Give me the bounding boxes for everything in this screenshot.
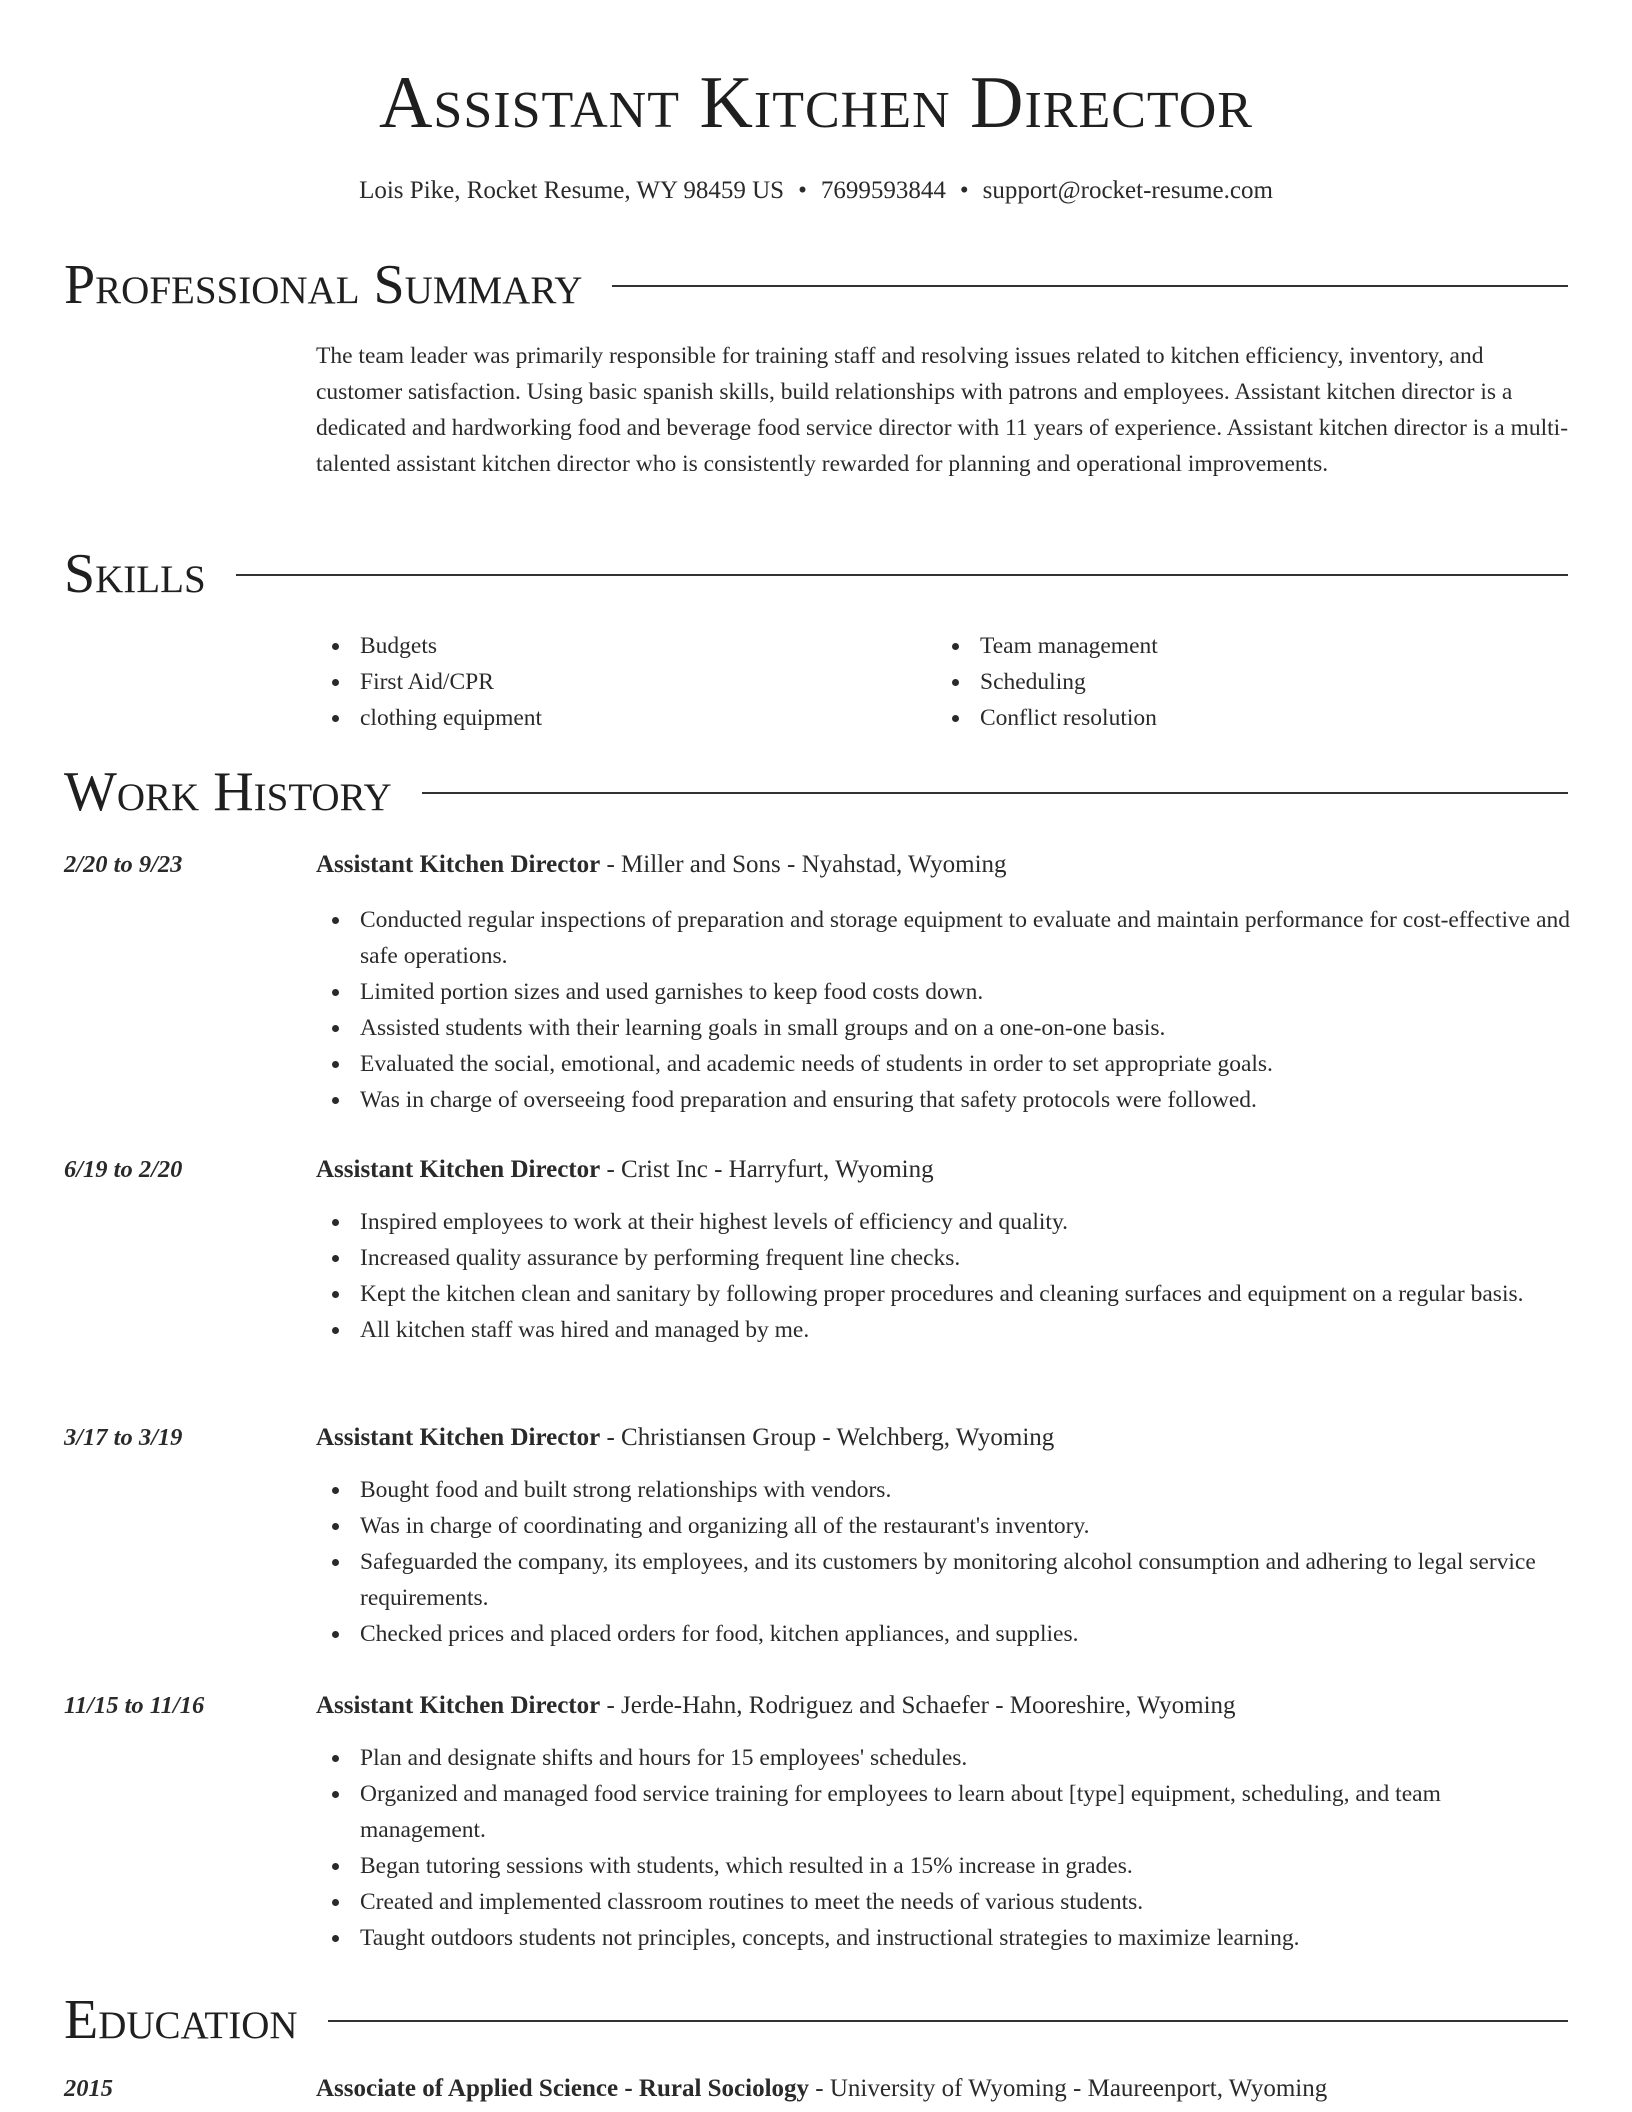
contact-address: Lois Pike, Rocket Resume, WY 98459 US (359, 177, 785, 204)
duty-item: Taught outdoors students not principles, concepts, and instructional strategies to maximize learning. (316, 1920, 1572, 1956)
job-employer-location: - Christiansen Group - Welchberg, Wyoming (600, 1424, 1055, 1451)
skill-item: Budgets (316, 628, 936, 664)
job-employer-location: - Miller and Sons - Nyahstad, Wyoming (600, 851, 1007, 878)
skill-item: clothing equipment (316, 700, 936, 736)
duty-item: Increased quality assurance by performing frequent line checks. (316, 1240, 1572, 1276)
job-title: Assistant Kitchen Director (316, 1424, 601, 1451)
skill-item: Scheduling (936, 664, 1556, 700)
duty-item: Was in charge of coordinating and organizing all of the restaurant's inventory. (316, 1508, 1572, 1544)
job-header (316, 1420, 1572, 1456)
duty-item: Created and implemented classroom routines to meet the needs of various students. (316, 1884, 1572, 1920)
section-header-education (64, 1987, 1568, 2053)
job-title: Assistant Kitchen Director (316, 1692, 601, 1719)
skills-list (316, 628, 1572, 736)
job-dates: 6/19 to 2/20 (64, 1156, 183, 1183)
duty-item: Bought food and built strong relationships with vendors. (316, 1472, 1572, 1508)
duty-item: Assisted students with their learning goals in small groups and on a one-on-one basis. (316, 1010, 1572, 1046)
section-header-work-history (64, 759, 1568, 825)
job-employer-location: - Crist Inc - Harryfurt, Wyoming (600, 1156, 934, 1183)
skill-item: Conflict resolution (936, 700, 1556, 736)
job-header (316, 1152, 1572, 1188)
duty-item: Checked prices and placed orders for food, kitchen appliances, and supplies. (316, 1616, 1572, 1652)
section-divider (612, 285, 1568, 287)
section-title: Professional Summary (64, 254, 583, 316)
job-dates: 2/20 to 9/23 (64, 851, 183, 878)
education-school-location: - University of Wyoming - Maureenport, Wyoming (809, 2075, 1328, 2102)
contact-email: support@rocket-resume.com (982, 177, 1273, 204)
contact-phone: 7699593844 (820, 177, 946, 204)
contact-separator: • (959, 177, 969, 204)
job-title: Assistant Kitchen Director (316, 1156, 601, 1183)
section-divider (422, 792, 1568, 794)
section-divider (236, 574, 1568, 576)
duty-item: Was in charge of overseeing food preparation and ensuring that safety protocols were followed. (316, 1082, 1572, 1118)
job-duties (316, 1740, 1572, 1956)
section-header-summary (64, 252, 1568, 318)
education-year: 2015 (64, 2075, 113, 2102)
job-duties (316, 1204, 1572, 1348)
skills-column-left (316, 628, 936, 736)
duty-item: Inspired employees to work at their highest levels of efficiency and quality. (316, 1204, 1572, 1240)
duty-item: All kitchen staff was hired and managed by me. (316, 1312, 1572, 1348)
job-dates: 11/15 to 11/16 (64, 1692, 205, 1719)
education-degree: Associate of Applied Science - Rural Sociology (316, 2075, 810, 2102)
section-title: Education (64, 1989, 298, 2051)
education-entry (316, 2071, 1572, 2107)
job-duties (316, 1472, 1572, 1652)
duty-item: Conducted regular inspections of preparation and storage equipment to evaluate and maintain performance for cost-effective and safe operations. (316, 902, 1572, 974)
contact-separator: • (798, 177, 807, 204)
duty-item: Safeguarded the company, its employees, and its customers by monitoring alcohol consumption and adhering to legal service requirements. (316, 1544, 1572, 1616)
section-title: Work History (64, 761, 392, 823)
skills-column-right (936, 628, 1556, 736)
duty-item: Limited portion sizes and used garnishes to keep food costs down. (316, 974, 1572, 1010)
job-header (316, 1688, 1572, 1724)
skill-item: Team management (936, 628, 1556, 664)
contact-line (0, 174, 1632, 208)
duty-item: Evaluated the social, emotional, and academic needs of students in order to set appropriate goals. (316, 1046, 1572, 1082)
document-title: Assistant Kitchen Director (378, 62, 1253, 144)
job-title: Assistant Kitchen Director (316, 851, 601, 878)
section-title: Skills (64, 543, 206, 605)
duty-item: Kept the kitchen clean and sanitary by following proper procedures and cleaning surfaces and equipment on a regular basis. (316, 1276, 1572, 1312)
job-dates: 3/17 to 3/19 (64, 1424, 183, 1451)
job-header (316, 847, 1572, 883)
duty-item: Began tutoring sessions with students, which resulted in a 15% increase in grades. (316, 1848, 1572, 1884)
job-duties (316, 902, 1572, 1118)
skill-item: First Aid/CPR (316, 664, 936, 700)
summary-text: The team leader was primarily responsible for training staff and resolving issues related to kitchen efficiency, inventory, and customer satisfaction. Using basic spanish skills, build relationships with patrons and employees. Assistant kitchen director is a dedicated and hardworking food and beverage food service director with 11 years of experience. Assistant kitchen director is a multi-talented assistant kitchen director who is consistently rewarded for planning and operational improvements. (316, 343, 1569, 477)
section-divider (328, 2020, 1568, 2022)
duty-item: Organized and managed food service training for employees to learn about [type] equipment, scheduling, and team management. (316, 1776, 1572, 1848)
duty-item: Plan and designate shifts and hours for 15 employees' schedules. (316, 1740, 1572, 1776)
section-header-skills (64, 541, 1568, 607)
job-employer-location: - Jerde-Hahn, Rodriguez and Schaefer - Mooreshire, Wyoming (600, 1692, 1236, 1719)
